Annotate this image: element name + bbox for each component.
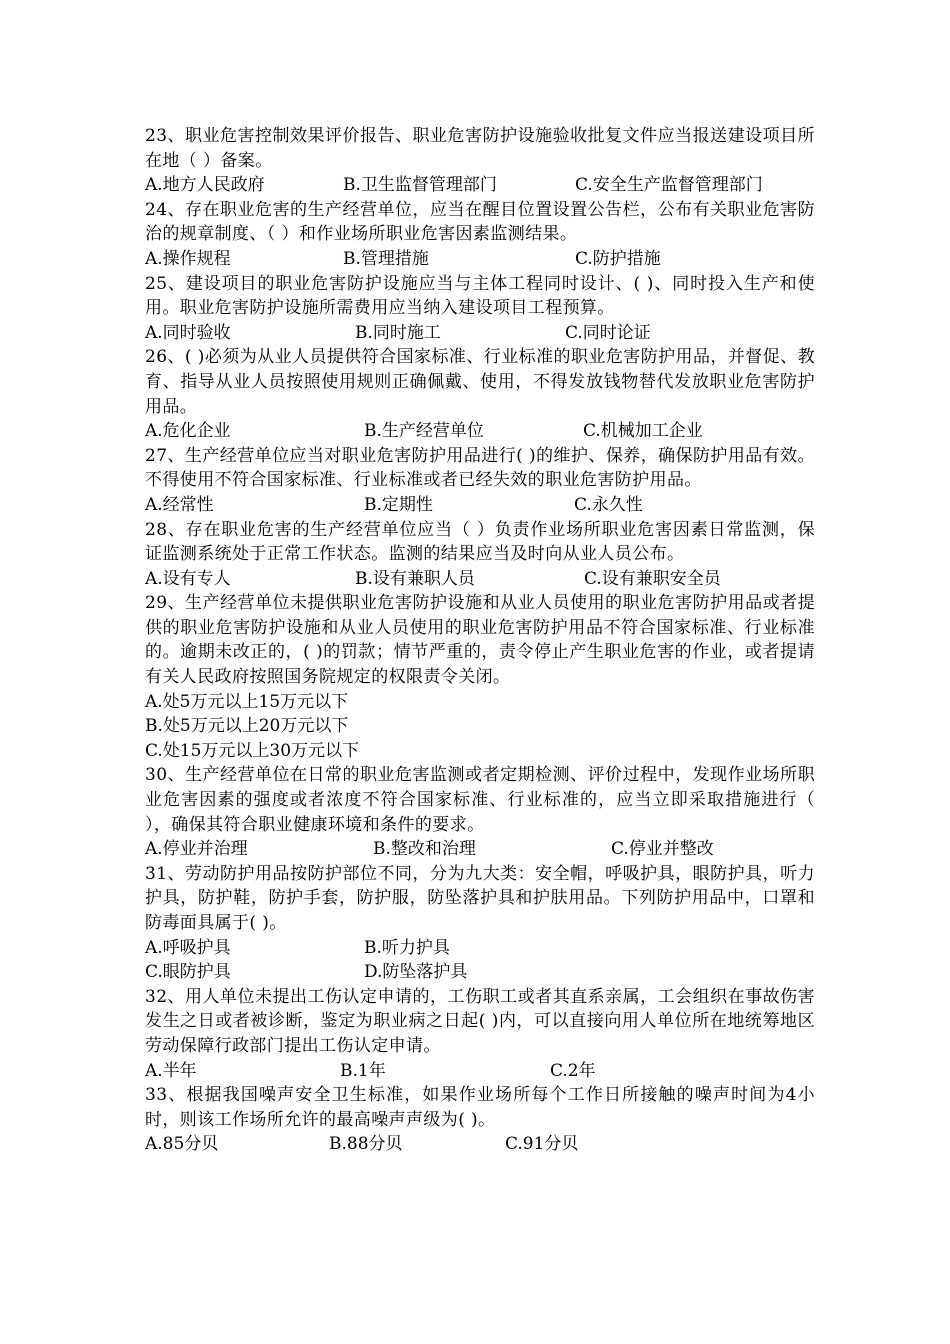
question-text: 33、根据我国噪声安全卫生标准，如果作业场所每个工作日所接触的噪声时间为4小时，则该工作场所允许的最高噪声声级为( )。 — [145, 1085, 815, 1130]
option-c: C.设有兼职安全员 — [584, 568, 721, 589]
option-a: A.停业并治理 — [145, 839, 248, 860]
option-a: A.经常性 — [145, 494, 214, 515]
option-b: B.整改和治理 — [373, 839, 476, 860]
option-c: C.防护措施 — [575, 248, 661, 269]
options-row — [145, 837, 815, 862]
option-a: A.同时验收 — [145, 322, 231, 343]
option-a: A.呼吸护具 — [145, 937, 231, 958]
option-b: B.处5万元以上20万元以下 — [145, 716, 349, 737]
options-row — [145, 1059, 815, 1084]
option-a: A.半年 — [145, 1060, 197, 1081]
question-23 — [145, 124, 815, 198]
option-a: A.危化企业 — [145, 421, 231, 442]
option-b: B.1年 — [340, 1060, 386, 1081]
option-b: B.生产经营单位 — [364, 421, 484, 442]
option-a: A.85分贝 — [145, 1134, 219, 1155]
options-row — [145, 936, 815, 961]
option-c: C.眼防护具 — [145, 962, 231, 983]
question-25 — [145, 272, 815, 346]
question-text: 25、建设项目的职业危害防护设施应当与主体工程同时设计、( )、同时投入生产和使用。职业危害防护设施所需费用应当纳入建设项目工程预算。 — [145, 273, 815, 319]
question-text: 26、( )必须为从业人员提供符合国家标准、行业标准的职业危害防护用品，并督促、教育、指导从业人员按照使用规则正确佩戴、使用，不得发放钱物替代发放职业危害防护用品。 — [145, 347, 815, 417]
options-row — [145, 1132, 815, 1157]
option-b: B.卫生监督管理部门 — [343, 175, 497, 196]
question-24 — [145, 198, 815, 272]
question-30 — [145, 763, 815, 861]
options-row — [145, 247, 815, 272]
question-28 — [145, 518, 815, 592]
option-b: B.定期性 — [364, 494, 433, 515]
question-26 — [145, 345, 815, 443]
question-33 — [145, 1083, 815, 1157]
question-list — [145, 124, 815, 1157]
option-b: B.88分贝 — [329, 1134, 403, 1155]
option-a: A.设有专人 — [145, 568, 231, 589]
option-b: B.设有兼职人员 — [355, 568, 475, 589]
option-c: C.91分贝 — [505, 1134, 579, 1155]
option-a: A.处5万元以上15万元以下 — [145, 691, 349, 712]
option-a: A.地方人民政府 — [145, 175, 265, 196]
option-c: C.安全生产监督管理部门 — [575, 175, 763, 196]
option-c: C.处15万元以上30万元以下 — [145, 740, 360, 761]
option-a: A.操作规程 — [145, 248, 231, 269]
option-c: C.机械加工企业 — [583, 421, 703, 442]
option-c: C.同时论证 — [565, 322, 651, 343]
question-text: 24、存在职业危害的生产经营单位，应当在醒目位置设置公告栏，公布有关职业危害防治的规章制度、（ ）和作业场所职业危害因素监测结果。 — [145, 199, 815, 245]
question-text: 32、用人单位未提出工伤认定申请的，工伤职工或者其直系亲属，工会组织在事故伤害发生之日或者被诊断，鉴定为职业病之日起( )内，可以直接向用人单位所在地统筹地区劳动保障行政部门提出工伤认定申请。 — [145, 986, 815, 1056]
question-text: 30、生产经营单位在日常的职业危害监测或者定期检测、评价过程中，发现作业场所职业危害因素的强度或者浓度不符合国家标准、行业标准的，应当立即采取措施进行（ ），确保其符合职业健康环境和条件的要求。 — [145, 765, 815, 835]
options-row — [145, 567, 815, 592]
option-b: B.同时施工 — [355, 322, 441, 343]
question-29 — [145, 591, 815, 763]
options-row — [145, 493, 815, 518]
question-text: 29、生产经营单位未提供职业危害防护设施和从业人员使用的职业危害防护用品或者提供的职业危害防护设施和从业人员使用的职业危害防护用品不符合国家标准、行业标准的。逾期未改正的，( )的罚款；情节严重的，责令停止产生职业危害的作业，或者提请有关人民政府按照国务院规定的权限责令关闭。 — [145, 593, 815, 688]
option-d: D.防坠落护具 — [364, 962, 468, 983]
options-row — [145, 419, 815, 444]
option-c: C.停业并整改 — [611, 839, 714, 860]
question-text: 27、生产经营单位应当对职业危害防护用品进行( )的维护、保养，确保防护用品有效。不得使用不符合国家标准、行业标准或者已经失效的职业危害防护用品。 — [145, 445, 815, 491]
question-text: 28、存在职业危害的生产经营单位应当（ ）负责作业场所职业危害因素日常监测，保证监测系统处于正常工作状态。监测的结果应当及时向从业人员公布。 — [145, 519, 815, 565]
option-c: C.2年 — [550, 1060, 596, 1081]
option-b: B.管理措施 — [343, 248, 429, 269]
option-b: B.听力护具 — [364, 937, 450, 958]
options-row — [145, 321, 815, 346]
question-text: 23、职业危害控制效果评价报告、职业危害防护设施验收批复文件应当报送建设项目所在地（ ）备案。 — [145, 126, 815, 171]
option-c: C.永久性 — [574, 494, 643, 515]
question-27 — [145, 444, 815, 518]
options-row — [145, 173, 815, 198]
question-32 — [145, 985, 815, 1083]
question-31 — [145, 862, 815, 985]
question-text: 31、劳动防护用品按防护部位不同，分为九大类：安全帽，呼吸护具，眼防护具，听力护具，防护鞋，防护手套，防护服，防坠落护具和护肤用品。下列防护用品中，口罩和防毒面具属于( )。 — [145, 863, 815, 933]
options-row — [145, 960, 815, 985]
